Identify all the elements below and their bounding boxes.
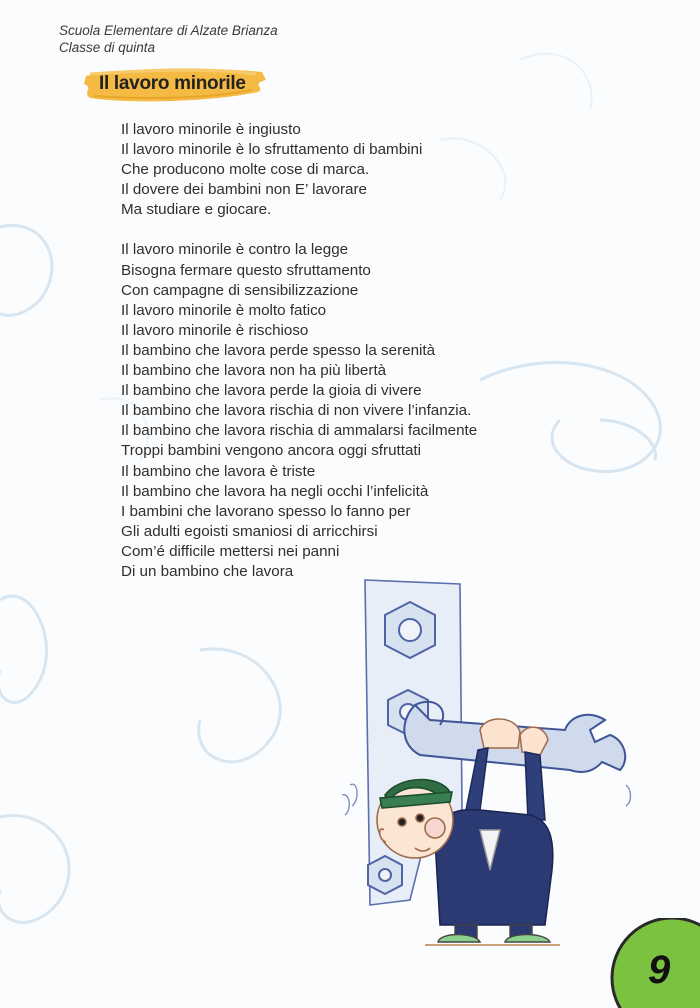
title-banner [80,62,270,106]
hex-nut [368,856,402,894]
poem-line: Ma studiare e giocare. [121,201,272,219]
school-name: Scuola Elementare di Alzate Brianza [59,23,278,38]
poem-line: Bisogna fermare questo sfruttamento [121,261,371,279]
poem-line: Il lavoro minorile è ingiusto [121,121,301,138]
poem-line: Com’é difficile mettersi nei panni [121,542,340,560]
poem-line: Il bambino che lavora perde spesso la serenità [121,341,436,359]
poem-line: Il bambino che lavora rischia di ammalarsi facilmente [121,422,478,440]
poem-line: Gli adulti egoisti smaniosi di arricchirsi [121,522,378,540]
poem-line: Il bambino che lavora ha negli occhi l’infelicità [121,482,429,500]
document-header [59,22,278,56]
poem-line: Il bambino che lavora non ha più libertà [121,362,387,380]
class-name: Classe di quinta [59,40,156,55]
child-head [377,780,453,858]
poem-line: Troppi bambini vengono ancora oggi sfruttati [121,442,421,460]
child-legs [425,925,560,945]
poem-line: Con campagne di sensibilizzazione [121,281,359,299]
stanza-2 [121,240,477,582]
page-title: Il lavoro minorile [99,73,246,94]
child-with-wrench-illustration [340,570,640,960]
poem-line: Il lavoro minorile è molto fatico [121,301,327,319]
poem-line: Il bambino che lavora rischia di non vivere l’infanzia. [121,402,472,420]
poem-line: Che producono molte cose di marca. [121,161,370,179]
stanza-1 [121,120,477,220]
poem-line: Di un bambino che lavora [121,562,294,580]
page-number: 9 [648,948,671,992]
poem-line: Il lavoro minorile è contro la legge [121,241,349,259]
hex-nut [385,602,435,658]
poem-line: Il lavoro minorile è lo sfruttamento di bambini [121,141,423,159]
poem [121,120,477,602]
poem-line: Il bambino che lavora perde la gioia di vivere [121,382,422,400]
poem-line: Il lavoro minorile è rischioso [121,321,309,339]
poem-line: I bambini che lavorano spesso lo fanno per [121,502,411,520]
poem-line: Il bambino che lavora è triste [121,462,316,480]
poem-line: Il dovere dei bambini non E’ lavorare [121,181,367,199]
